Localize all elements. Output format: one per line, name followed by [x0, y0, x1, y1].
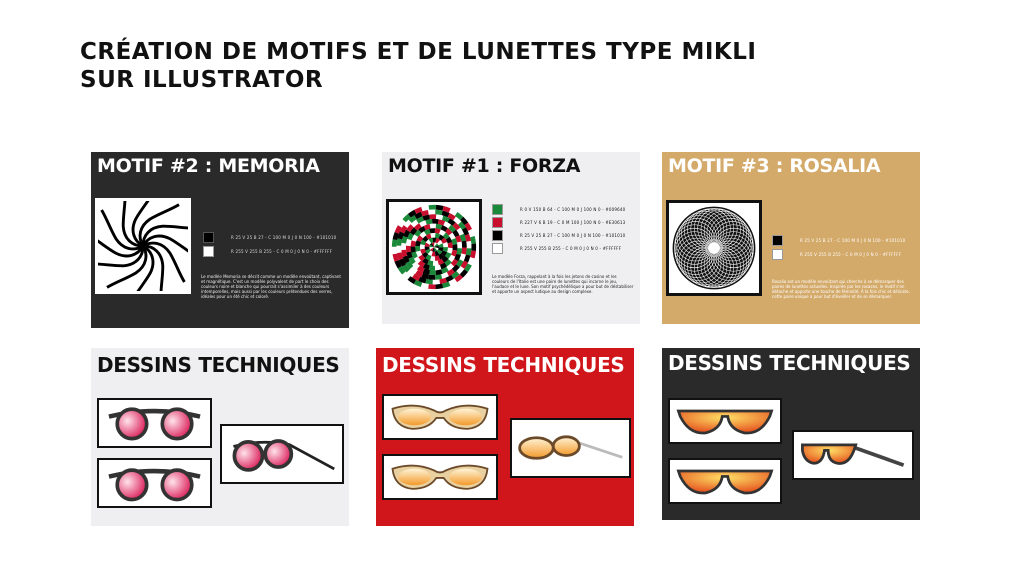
glasses-front-view	[97, 458, 212, 508]
color-code: R 227 V 6 B 19 - C 0 M 100 J 100 N 0 - #E30613	[520, 220, 626, 225]
sport-glasses-icon	[670, 460, 780, 502]
color-swatch-white	[203, 246, 214, 257]
color-code: R 255 V 255 B 255 - C 0 M 0 J 0 N 0 - #FFFFFF	[800, 252, 902, 257]
glasses-perspective-icon	[794, 432, 912, 478]
page-title-line-1: CRÉATION DE MOTIFS ET DE LUNETTES TYPE MIKLI	[80, 39, 757, 65]
page-title	[80, 38, 960, 94]
color-code: R 0 V 150 B 64 - C 100 M 0 J 100 N 0 - #009640	[520, 207, 626, 212]
glasses-front-view	[668, 458, 782, 504]
sport-glasses-icon	[670, 400, 780, 442]
glasses-side-view	[220, 424, 344, 484]
rosalia-motif	[666, 200, 762, 296]
page-title-line-2: SUR ILLUSTRATOR	[80, 67, 324, 93]
color-code: R 25 V 25 B 27 - C 100 M 0 J 0 N 100 - #101010	[231, 235, 337, 240]
glasses-front-view	[668, 398, 782, 444]
card-tech-drawings-1	[91, 348, 349, 526]
card-memoria	[91, 152, 349, 328]
forza-motif	[386, 199, 482, 295]
card-heading: DESSINS TECHNIQUES	[668, 351, 911, 375]
color-code: R 25 V 25 B 27 - C 100 M 0 J 0 N 100 - #101010	[800, 238, 906, 243]
round-glasses-icon	[99, 460, 210, 506]
card-description: Le modèle Forza, rappelant à la fois les jetons de casino et les couleurs de l'Italie est une paire de lunettes qui incarne le jeu, l'audace et le luxe. Son motif psychédélique a pour but de déstabiliser et apporte un aspect ludique au design complexe.	[492, 274, 634, 294]
rosace-motif-icon	[669, 203, 759, 293]
glasses-front-view	[382, 454, 498, 500]
card-description: Rosalia est un modèle envoûtant qui cherche à se démarquer des paires de lunettes actuelles. Inspirée par les rosaces, le motif s'en détache et apporte une touche de féminité. À la fois chic et délicate, cette paire unique a pour but d'éveiller et de se démarquer.	[772, 279, 910, 299]
color-swatch-white	[772, 249, 783, 260]
glasses-side-view	[510, 418, 631, 478]
glasses-front-view	[97, 398, 212, 448]
glasses-perspective-icon	[512, 420, 629, 476]
glasses-side-view	[792, 430, 914, 480]
checker-vortex-icon	[389, 202, 479, 292]
memoria-motif	[95, 198, 191, 294]
card-description: Le modèle Memoria se décrit comme un modèle envoûtant, captivant et magnétique. C'est un modèle polyvalent de part le choix des couleurs noire et blanche qui pourrait s'assimiler à des couleurs intemporelles, mais aussi par les couleurs prétendues des verres, idéales pour un été chic et coloré.	[201, 274, 341, 299]
color-code: R 25 V 25 B 27 - C 100 M 0 J 0 N 100 - #101010	[520, 233, 626, 238]
card-heading: DESSINS TECHNIQUES	[382, 353, 625, 377]
card-rosalia	[662, 152, 920, 324]
color-swatch-red	[492, 217, 503, 228]
spiral-motif-icon	[98, 201, 188, 291]
color-swatch-white	[492, 243, 503, 254]
card-tech-drawings-2	[376, 348, 634, 526]
cat-eye-glasses-icon	[384, 396, 496, 438]
card-tech-drawings-3	[662, 348, 920, 520]
round-glasses-icon	[99, 400, 210, 446]
card-forza	[382, 152, 640, 324]
color-code: R 255 V 255 B 255 - C 0 M 0 J 0 N 0 - #FFFFFF	[231, 249, 333, 254]
color-swatch-black	[492, 230, 503, 241]
color-swatch-black	[772, 235, 783, 246]
color-code: R 255 V 255 B 255 - C 0 M 0 J 0 N 0 - #FFFFFF	[520, 246, 622, 251]
cat-eye-glasses-icon	[384, 456, 496, 498]
card-heading: MOTIF #3 : ROSALIA	[668, 155, 881, 177]
color-swatch-green	[492, 204, 503, 215]
card-heading: MOTIF #2 : MEMORIA	[97, 155, 320, 177]
card-heading: DESSINS TECHNIQUES	[97, 353, 340, 377]
glasses-front-view	[382, 394, 498, 440]
color-swatch-black	[203, 232, 214, 243]
glasses-perspective-icon	[222, 426, 342, 482]
card-heading: MOTIF #1 : FORZA	[388, 155, 581, 177]
